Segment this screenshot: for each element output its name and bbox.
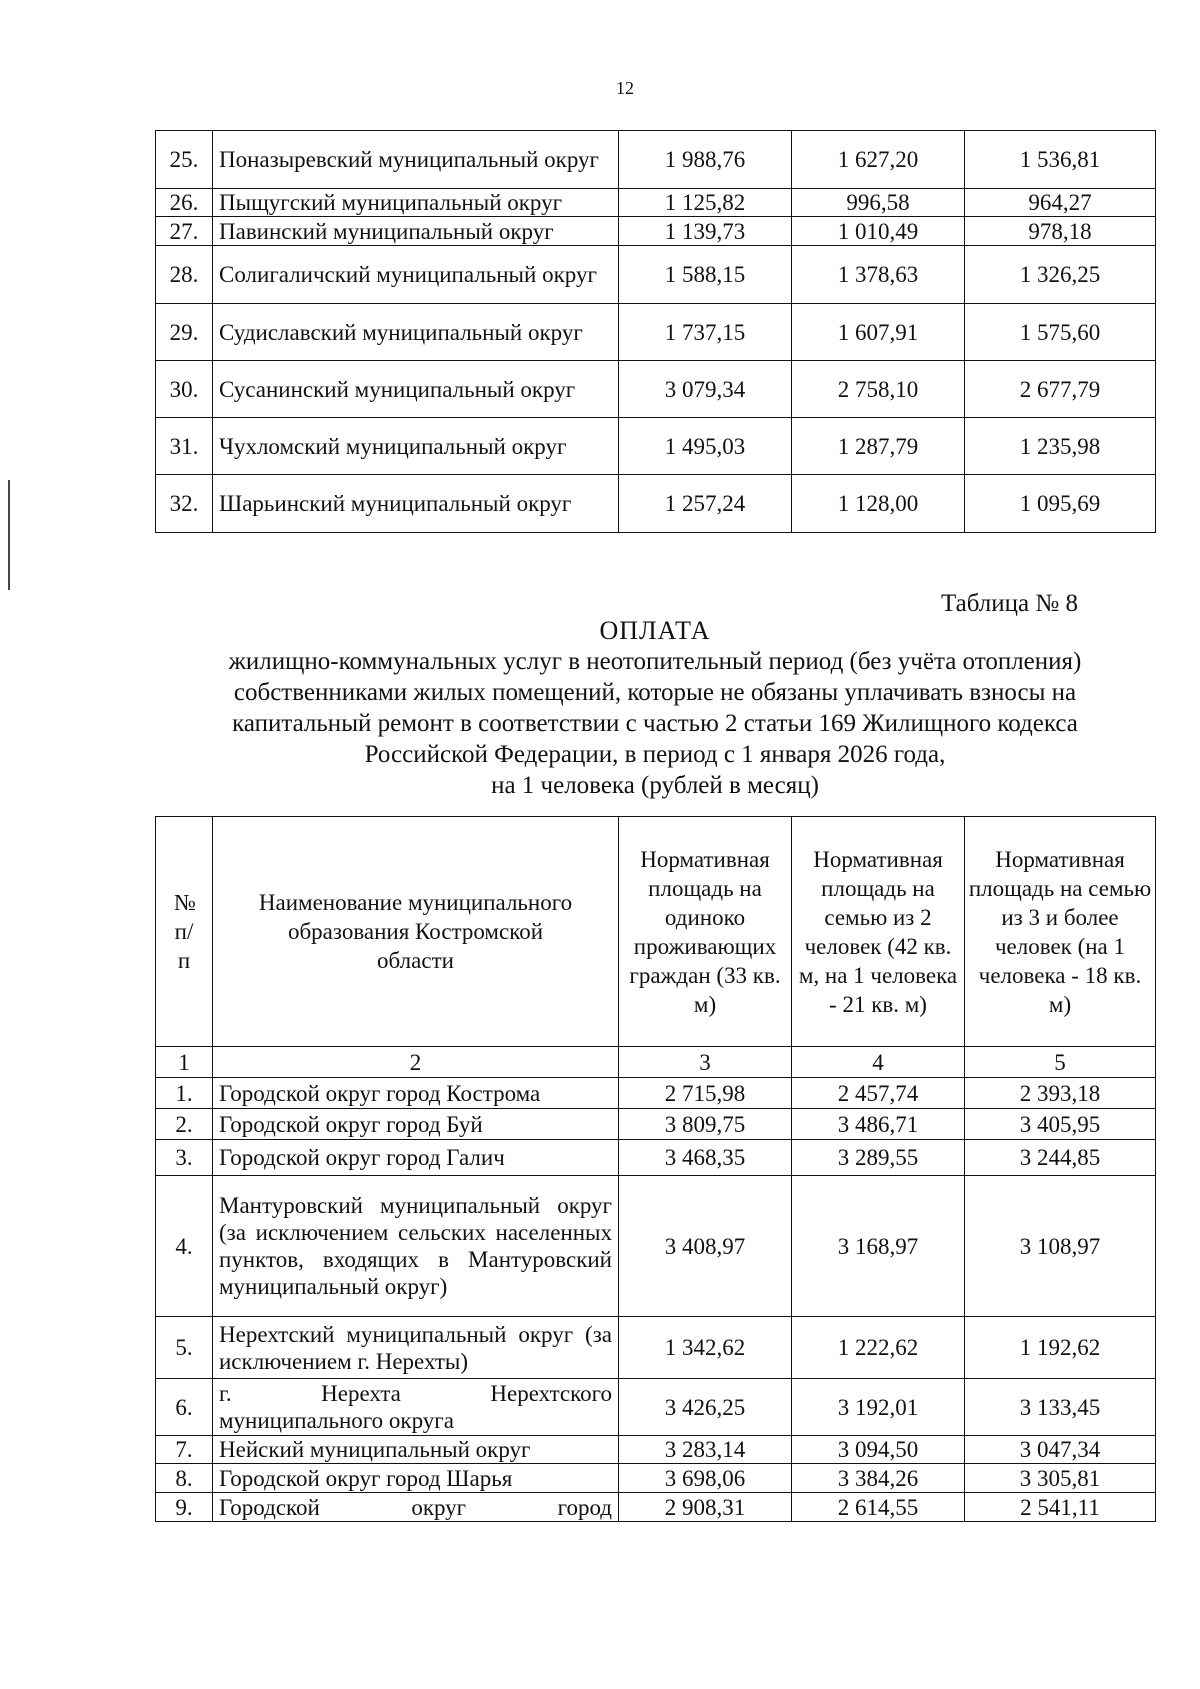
municipality-name: Городской округ город Шарья: [213, 1464, 619, 1493]
table-row: [156, 1317, 1156, 1379]
table-row: [156, 131, 1156, 189]
value-three: 3 405,95: [965, 1109, 1156, 1140]
table-row: [156, 1379, 1156, 1436]
row-number: 28.: [156, 246, 213, 304]
municipality-name: Поназыревский муниципальный округ: [213, 131, 619, 189]
value-two: 3 192,01: [792, 1379, 965, 1436]
municipality-name: Городской округ город Кострома: [213, 1078, 619, 1109]
row-number: 27.: [156, 217, 213, 246]
row-number: 30.: [156, 361, 213, 418]
value-two: 1 378,63: [792, 246, 965, 304]
table-row: [156, 1436, 1156, 1464]
column-number: 2: [213, 1047, 619, 1078]
row-number: 2.: [156, 1109, 213, 1140]
value-three: 1 235,98: [965, 418, 1156, 475]
header-name: Наименование муниципального образования Костромской области: [213, 817, 619, 1047]
row-number: 9.: [156, 1493, 213, 1522]
value-single: 1 737,15: [619, 304, 792, 361]
row-number: 26.: [156, 189, 213, 217]
value-three: 2 677,79: [965, 361, 1156, 418]
row-number: 8.: [156, 1464, 213, 1493]
value-single: 2 715,98: [619, 1078, 792, 1109]
header-two: Нормативная площадь на семью из 2 человек (42 кв. м, на 1 человека - 21 кв. м): [792, 817, 965, 1047]
value-three: 3 133,45: [965, 1379, 1156, 1436]
row-number: 5.: [156, 1317, 213, 1379]
header-row: [156, 817, 1156, 1047]
table-row: [156, 1464, 1156, 1493]
municipality-name: Солигаличский муниципальный округ: [213, 246, 619, 304]
municipality-name: Судиславский муниципальный округ: [213, 304, 619, 361]
value-two: 1 627,20: [792, 131, 965, 189]
municipality-name: Павинский муниципальный округ: [213, 217, 619, 246]
municipality-name: Пыщугский муниципальный округ: [213, 189, 619, 217]
municipality-name: Мантуровский муниципальный округ (за исключением сельских населенных пунктов, входящих в Мантуровский муниципальный округ): [213, 1176, 619, 1317]
value-single: 1 988,76: [619, 131, 792, 189]
heading-line: собственниками жилых помещений, которые не обязаны уплачивать взносы на: [233, 679, 1077, 706]
value-single: 1 125,82: [619, 189, 792, 217]
municipality-name: Городской округ город Буй: [213, 1109, 619, 1140]
row-number: 29.: [156, 304, 213, 361]
value-single: 1 139,73: [619, 217, 792, 246]
table-label: Таблица № 8: [940, 590, 1078, 617]
value-two: 2 614,55: [792, 1493, 965, 1522]
value-single: 1 495,03: [619, 418, 792, 475]
row-number: 3.: [156, 1140, 213, 1176]
column-number: 1: [156, 1047, 213, 1078]
value-single: 3 468,35: [619, 1140, 792, 1176]
column-number: 5: [965, 1047, 1156, 1078]
municipality-name: Городской округ город Галич: [213, 1140, 619, 1176]
value-single: 1 588,15: [619, 246, 792, 304]
table-row: [156, 246, 1156, 304]
column-number-row: [156, 1047, 1156, 1078]
row-number: 6.: [156, 1379, 213, 1436]
table-row: [156, 189, 1156, 217]
table-row: [156, 1176, 1156, 1317]
municipality-name: Нерехтский муниципальный округ (за исключением г. Нерехты): [213, 1317, 619, 1379]
value-two: 1 010,49: [792, 217, 965, 246]
scan-edge-line: [8, 480, 10, 590]
municipality-name: Чухломский муниципальный округ: [213, 418, 619, 475]
row-number: 4.: [156, 1176, 213, 1317]
table-row: [156, 418, 1156, 475]
heading-title: ОПЛАТА: [599, 616, 711, 645]
value-three: 3 244,85: [965, 1140, 1156, 1176]
header-three: Нормативная площадь на семью из 3 и более человек (на 1 человека - 18 кв. м): [965, 817, 1156, 1047]
table-heading: [155, 615, 1155, 801]
table-row: [156, 1078, 1156, 1109]
municipality-name: Сусанинский муниципальный округ: [213, 361, 619, 418]
value-three: 1 095,69: [965, 475, 1156, 533]
value-single: 1 257,24: [619, 475, 792, 533]
value-three: 1 575,60: [965, 304, 1156, 361]
value-single: 3 426,25: [619, 1379, 792, 1436]
value-three: 3 305,81: [965, 1464, 1156, 1493]
municipality-name: г. Нерехта Нерехтского муниципального округа: [213, 1379, 619, 1436]
value-two: 3 289,55: [792, 1140, 965, 1176]
row-number: 25.: [156, 131, 213, 189]
value-single: 3 408,97: [619, 1176, 792, 1317]
value-three: 978,18: [965, 217, 1156, 246]
heading-line: на 1 человека (рублей в месяц): [491, 772, 819, 799]
page-number: 12: [616, 78, 634, 98]
table-row: [156, 217, 1156, 246]
column-number: 3: [619, 1047, 792, 1078]
value-three: 1 536,81: [965, 131, 1156, 189]
value-three: 3 108,97: [965, 1176, 1156, 1317]
table-row: [156, 1493, 1156, 1522]
row-number: 31.: [156, 418, 213, 475]
table-row: [156, 1140, 1156, 1176]
value-single: 3 698,06: [619, 1464, 792, 1493]
value-three: 1 326,25: [965, 246, 1156, 304]
value-single: 2 908,31: [619, 1493, 792, 1522]
municipality-name: Шарьинский муниципальный округ: [213, 475, 619, 533]
header-number: № п/ п: [156, 817, 213, 1047]
value-two: 1 287,79: [792, 418, 965, 475]
value-two: 1 128,00: [792, 475, 965, 533]
value-single: 3 809,75: [619, 1109, 792, 1140]
value-three: 964,27: [965, 189, 1156, 217]
value-two: 3 094,50: [792, 1436, 965, 1464]
table-row: [156, 361, 1156, 418]
payment-table: [155, 816, 1156, 1522]
value-two: 2 758,10: [792, 361, 965, 418]
table-row: [156, 475, 1156, 533]
value-single: 3 079,34: [619, 361, 792, 418]
value-three: 2 541,11: [965, 1493, 1156, 1522]
row-number: 32.: [156, 475, 213, 533]
value-two: 3 168,97: [792, 1176, 965, 1317]
value-two: 3 486,71: [792, 1109, 965, 1140]
header-single: Нормативная площадь на одиноко проживающих граждан (33 кв. м): [619, 817, 792, 1047]
value-three: 1 192,62: [965, 1317, 1156, 1379]
value-two: 2 457,74: [792, 1078, 965, 1109]
value-three: 3 047,34: [965, 1436, 1156, 1464]
heading-line: жилищно-коммунальных услуг в неотопительный период (без учёта отопления): [228, 648, 1082, 675]
value-two: 996,58: [792, 189, 965, 217]
table-row: [156, 1109, 1156, 1140]
row-number: 1.: [156, 1078, 213, 1109]
value-three: 2 393,18: [965, 1078, 1156, 1109]
row-number: 7.: [156, 1436, 213, 1464]
heading-line: капитальный ремонт в соответствии с частью 2 статьи 169 Жилищного кодекса: [232, 710, 1078, 737]
column-number: 4: [792, 1047, 965, 1078]
municipality-name: Нейский муниципальный округ: [213, 1436, 619, 1464]
continued-table: [155, 130, 1156, 533]
value-two: 1 607,91: [792, 304, 965, 361]
value-single: 1 342,62: [619, 1317, 792, 1379]
municipality-name: Городской округ город: [213, 1493, 619, 1522]
value-two: 3 384,26: [792, 1464, 965, 1493]
heading-line: Российской Федерации, в период с 1 января 2026 года,: [364, 741, 946, 768]
value-two: 1 222,62: [792, 1317, 965, 1379]
value-single: 3 283,14: [619, 1436, 792, 1464]
table-row: [156, 304, 1156, 361]
